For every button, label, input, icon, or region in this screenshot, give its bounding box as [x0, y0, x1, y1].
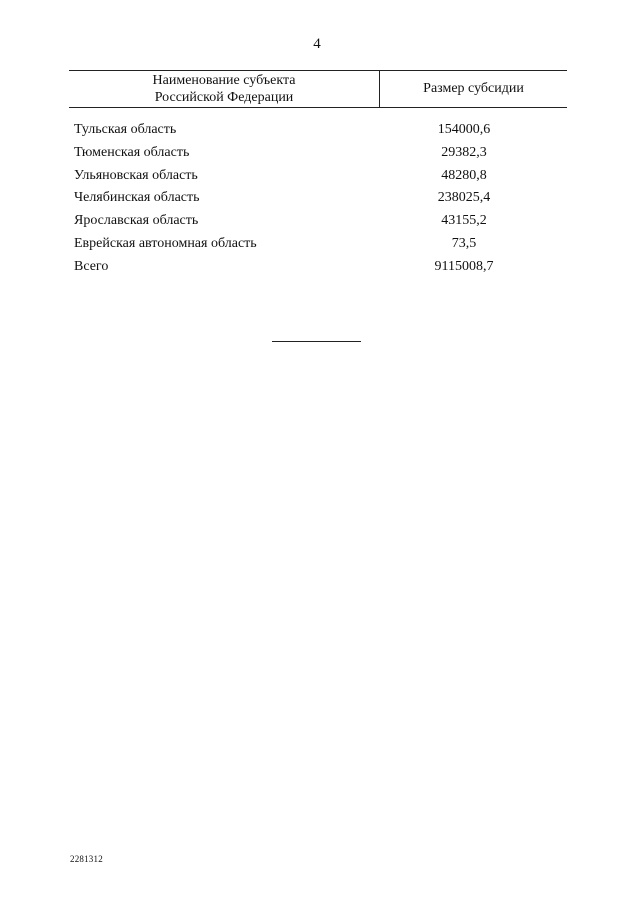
- table-row: [74, 168, 544, 191]
- end-of-table-rule: [272, 341, 361, 342]
- region-name: Еврейская автономная область: [74, 235, 257, 251]
- total-label: Всего: [74, 258, 109, 274]
- subject-header-line2: Российской Федерации: [154, 90, 294, 105]
- subsidy-amount: 43155,2: [441, 213, 487, 229]
- table-body: [74, 122, 544, 282]
- document-code: 2281312: [70, 854, 103, 864]
- region-name: Тюменская область: [74, 144, 190, 160]
- subsidy-amount: 29382,3: [441, 144, 487, 160]
- subject-column-header: [69, 72, 379, 106]
- subsidy-amount: 154000,6: [437, 122, 491, 137]
- subject-header-line1: Наименование субъекта: [152, 73, 296, 88]
- table-row: [74, 122, 544, 145]
- region-name: Ярославская область: [74, 213, 199, 229]
- table-row: [74, 190, 544, 213]
- subsidy-amount: 238025,4: [437, 190, 491, 206]
- amount-column-header: Размер субсидии: [423, 81, 524, 96]
- page-number: 4: [313, 36, 321, 52]
- table-header: [69, 70, 567, 108]
- region-name: Ульяновская область: [74, 167, 198, 183]
- table-row: [74, 145, 544, 168]
- table-row: [74, 213, 544, 236]
- subsidy-amount: 73,5: [451, 235, 477, 251]
- total-row: [74, 259, 544, 282]
- region-name: Челябинская область: [74, 190, 200, 206]
- subsidy-amount: 48280,8: [441, 167, 487, 183]
- total-amount: 9115008,7: [434, 258, 494, 274]
- region-name: Тульская область: [74, 122, 177, 137]
- table-row: [74, 236, 544, 259]
